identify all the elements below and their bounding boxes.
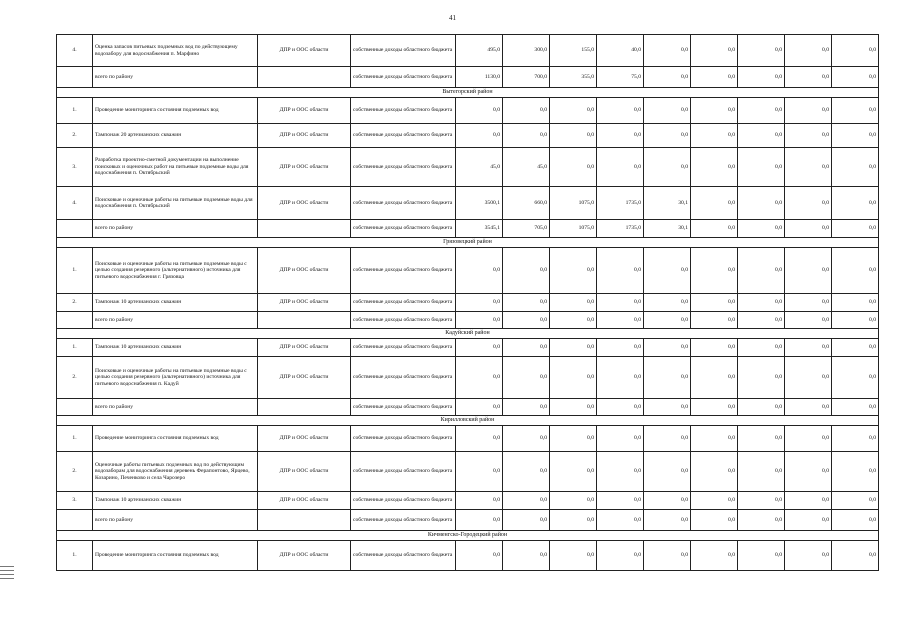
activity-name: Поисковые и оценочные работы на питьевые подземные воды с целью создания резервного (альтернативного) источника для питьевого водоснабжения п. Кадуй [93,357,258,399]
value-cell: 1735,0 [597,220,644,238]
funding-source: собственные доходы областного бюджета [351,492,456,510]
value-cell: 0,0 [832,452,879,492]
responsible-party: ДПР и ООС области [258,339,351,357]
value-cell: 0,0 [832,220,879,238]
table-row [57,426,879,452]
value-cell: 0,0 [785,248,832,294]
value-cell: 300,0 [503,35,550,67]
funding-source: собственные доходы областного бюджета [351,98,456,124]
responsible-party [258,510,351,531]
section-row [57,416,879,426]
responsible-party: ДПР и ООС области [258,98,351,124]
activity-name: Тампонаж 10 артезианских скважин [93,492,258,510]
row-number: 1. [57,98,93,124]
activity-name: всего по району [93,67,258,88]
value-cell: 0,0 [691,426,738,452]
value-cell: 0,0 [456,339,503,357]
value-cell: 1130,0 [456,67,503,88]
section-title: Кадуйский район [57,329,879,339]
value-cell: 0,0 [644,312,691,329]
value-cell: 0,0 [691,187,738,220]
table-row [57,492,879,510]
value-cell: 0,0 [644,426,691,452]
value-cell: 0,0 [597,426,644,452]
row-number [57,67,93,88]
funding-source: собственные доходы областного бюджета [351,312,456,329]
row-number [57,312,93,329]
value-cell: 0,0 [597,98,644,124]
value-cell: 0,0 [785,124,832,148]
value-cell: 0,0 [738,148,785,187]
value-cell: 0,0 [597,339,644,357]
responsible-party [258,67,351,88]
value-cell: 0,0 [550,248,597,294]
value-cell: 0,0 [456,124,503,148]
funding-source: собственные доходы областного бюджета [351,294,456,312]
funding-source: собственные доходы областного бюджета [351,248,456,294]
activity-name: Поисковые и оценочные работы на питьевые подземные воды с целью создания резервного (альтернативного) источника для питьевого водоснабжения г. Грязовца [93,248,258,294]
value-cell: 0,0 [456,541,503,571]
activity-name: Проведение мониторинга состояния подземных вод [93,98,258,124]
value-cell: 0,0 [550,510,597,531]
value-cell: 0,0 [832,248,879,294]
value-cell: 45,0 [503,148,550,187]
value-cell: 705,0 [503,220,550,238]
value-cell: 0,0 [597,294,644,312]
value-cell: 0,0 [691,541,738,571]
value-cell: 0,0 [785,339,832,357]
row-number: 1. [57,248,93,294]
table-row [57,357,879,399]
row-number: 2. [57,452,93,492]
value-cell: 0,0 [550,148,597,187]
section-title: Кичменгско-Городецкий район [57,531,879,541]
value-cell: 0,0 [832,312,879,329]
margin-marks [0,566,14,582]
value-cell: 0,0 [597,541,644,571]
responsible-party: ДПР и ООС области [258,357,351,399]
value-cell: 0,0 [785,35,832,67]
activity-name: Тампонаж 20 артезианских скважин [93,124,258,148]
table-row [57,35,879,67]
value-cell: 75,0 [597,67,644,88]
activity-name: Оценка запасов питьевых подземных вод по действующему водозабору для водоснабжения п. Марфино [93,35,258,67]
table-row [57,452,879,492]
value-cell: 0,0 [832,541,879,571]
value-cell: 0,0 [832,492,879,510]
value-cell: 0,0 [832,148,879,187]
funding-source: собственные доходы областного бюджета [351,35,456,67]
value-cell: 0,0 [503,357,550,399]
section-title: Вытегорский район [57,88,879,98]
budget-table [56,34,879,571]
value-cell: 0,0 [550,294,597,312]
row-number [57,220,93,238]
row-number: 3. [57,148,93,187]
activity-name: Проведение мониторинга состояния подземных вод [93,426,258,452]
responsible-party: ДПР и ООС области [258,541,351,571]
value-cell: 0,0 [456,98,503,124]
value-cell: 0,0 [644,98,691,124]
value-cell: 0,0 [644,452,691,492]
row-number [57,399,93,416]
value-cell: 0,0 [456,294,503,312]
value-cell: 0,0 [738,248,785,294]
responsible-party: ДПР и ООС области [258,148,351,187]
value-cell: 0,0 [456,510,503,531]
value-cell: 0,0 [503,452,550,492]
page-number: 41 [449,14,456,22]
section-row [57,88,879,98]
value-cell: 0,0 [597,148,644,187]
value-cell: 0,0 [738,98,785,124]
funding-source: собственные доходы областного бюджета [351,510,456,531]
value-cell: 0,0 [503,98,550,124]
value-cell: 0,0 [597,492,644,510]
value-cell: 0,0 [550,124,597,148]
value-cell: 30,1 [644,187,691,220]
section-row [57,238,879,248]
value-cell: 0,0 [832,67,879,88]
value-cell: 45,0 [456,148,503,187]
row-number: 1. [57,541,93,571]
funding-source: собственные доходы областного бюджета [351,452,456,492]
value-cell: 0,0 [550,98,597,124]
responsible-party: ДПР и ООС области [258,35,351,67]
value-cell: 0,0 [503,510,550,531]
value-cell: 0,0 [644,148,691,187]
responsible-party: ДПР и ООС области [258,426,351,452]
table-row [57,98,879,124]
value-cell: 0,0 [691,492,738,510]
table-row [57,399,879,416]
value-cell: 0,0 [691,248,738,294]
responsible-party: ДПР и ООС области [258,248,351,294]
value-cell: 0,0 [832,35,879,67]
value-cell: 0,0 [644,35,691,67]
value-cell: 0,0 [503,399,550,416]
value-cell: 0,0 [738,510,785,531]
funding-source: собственные доходы областного бюджета [351,426,456,452]
value-cell: 0,0 [503,294,550,312]
value-cell: 0,0 [550,541,597,571]
value-cell: 0,0 [503,492,550,510]
value-cell: 0,0 [550,339,597,357]
value-cell: 155,0 [550,35,597,67]
value-cell: 0,0 [644,357,691,399]
value-cell: 0,0 [832,339,879,357]
row-number: 4. [57,187,93,220]
value-cell: 0,0 [785,148,832,187]
value-cell: 0,0 [691,357,738,399]
value-cell: 1075,0 [550,187,597,220]
value-cell: 0,0 [832,187,879,220]
value-cell: 0,0 [738,357,785,399]
funding-source: собственные доходы областного бюджета [351,67,456,88]
value-cell: 0,0 [456,492,503,510]
value-cell: 0,0 [597,357,644,399]
value-cell: 0,0 [785,357,832,399]
value-cell: 0,0 [691,510,738,531]
row-number [57,510,93,531]
value-cell: 0,0 [597,312,644,329]
value-cell: 0,0 [456,357,503,399]
activity-name: Тампонаж 10 артезианских скважин [93,339,258,357]
value-cell: 0,0 [832,399,879,416]
activity-name: всего по району [93,510,258,531]
value-cell: 0,0 [691,124,738,148]
value-cell: 0,0 [550,357,597,399]
value-cell: 0,0 [832,357,879,399]
value-cell: 0,0 [785,187,832,220]
value-cell: 0,0 [738,124,785,148]
value-cell: 1075,0 [550,220,597,238]
value-cell: 0,0 [785,220,832,238]
value-cell: 0,0 [550,492,597,510]
value-cell: 0,0 [597,124,644,148]
section-title: Грязовецкий район [57,238,879,248]
section-row [57,531,879,541]
row-number: 4. [57,35,93,67]
funding-source: собственные доходы областного бюджета [351,339,456,357]
value-cell: 0,0 [691,35,738,67]
value-cell: 0,0 [738,492,785,510]
value-cell: 0,0 [785,312,832,329]
value-cell: 0,0 [550,399,597,416]
activity-name: Разработка проектно-сметной документации на выполнение поисковых и оценочных работ на питьевые подземные воды для водоснабжения п. Октябрьский [93,148,258,187]
value-cell: 0,0 [644,399,691,416]
value-cell: 0,0 [644,510,691,531]
responsible-party [258,399,351,416]
value-cell: 0,0 [644,67,691,88]
value-cell: 0,0 [550,452,597,492]
table-row [57,220,879,238]
value-cell: 0,0 [644,294,691,312]
value-cell: 0,0 [550,426,597,452]
value-cell: 0,0 [738,339,785,357]
value-cell: 0,0 [456,426,503,452]
value-cell: 0,0 [503,124,550,148]
activity-name: всего по району [93,312,258,329]
funding-source: собственные доходы областного бюджета [351,399,456,416]
row-number: 2. [57,357,93,399]
value-cell: 0,0 [738,220,785,238]
value-cell: 0,0 [832,426,879,452]
value-cell: 0,0 [597,248,644,294]
value-cell: 0,0 [785,399,832,416]
value-cell: 355,0 [550,67,597,88]
value-cell: 0,0 [503,339,550,357]
value-cell: 700,0 [503,67,550,88]
funding-source: собственные доходы областного бюджета [351,357,456,399]
responsible-party: ДПР и ООС области [258,452,351,492]
value-cell: 0,0 [785,452,832,492]
responsible-party [258,312,351,329]
row-number: 2. [57,124,93,148]
value-cell: 3545,1 [456,220,503,238]
value-cell: 1735,0 [597,187,644,220]
row-number: 1. [57,426,93,452]
value-cell: 0,0 [597,399,644,416]
table-row [57,541,879,571]
value-cell: 0,0 [456,452,503,492]
section-title: Кирилловский район [57,416,879,426]
value-cell: 0,0 [644,541,691,571]
value-cell: 0,0 [738,399,785,416]
activity-name: Оценочные работы питьевых подземных вод по действующим водозаборам для водоснабжения деревень Ферапонтово, Ярцево, Козарино, Печенково и села Чарозеро [93,452,258,492]
value-cell: 0,0 [691,220,738,238]
value-cell: 30,1 [644,220,691,238]
value-cell: 0,0 [785,426,832,452]
value-cell: 0,0 [832,294,879,312]
activity-name: всего по району [93,220,258,238]
value-cell: 660,0 [503,187,550,220]
value-cell: 0,0 [597,510,644,531]
value-cell: 0,0 [832,124,879,148]
activity-name: Тампонаж 10 артезианских скважин [93,294,258,312]
table-row [57,248,879,294]
table-row [57,148,879,187]
value-cell: 0,0 [456,248,503,294]
value-cell: 0,0 [738,187,785,220]
section-row [57,329,879,339]
value-cell: 0,0 [785,492,832,510]
value-cell: 495,0 [456,35,503,67]
responsible-party: ДПР и ООС области [258,492,351,510]
value-cell: 0,0 [738,35,785,67]
row-number: 3. [57,492,93,510]
value-cell: 0,0 [456,312,503,329]
value-cell: 0,0 [738,294,785,312]
value-cell: 0,0 [644,124,691,148]
activity-name: Проведение мониторинга состояния подземных вод [93,541,258,571]
value-cell: 0,0 [503,426,550,452]
value-cell: 0,0 [691,312,738,329]
value-cell: 0,0 [597,452,644,492]
value-cell: 0,0 [550,312,597,329]
value-cell: 0,0 [785,67,832,88]
funding-source: собственные доходы областного бюджета [351,124,456,148]
value-cell: 0,0 [738,452,785,492]
value-cell: 0,0 [691,67,738,88]
table-row [57,339,879,357]
value-cell: 40,0 [597,35,644,67]
row-number: 1. [57,339,93,357]
responsible-party: ДПР и ООС области [258,294,351,312]
value-cell: 0,0 [785,98,832,124]
value-cell: 0,0 [785,510,832,531]
value-cell: 0,0 [644,339,691,357]
value-cell: 0,0 [832,98,879,124]
responsible-party [258,220,351,238]
value-cell: 0,0 [691,98,738,124]
value-cell: 0,0 [785,294,832,312]
responsible-party: ДПР и ООС области [258,124,351,148]
responsible-party: ДПР и ООС области [258,187,351,220]
value-cell: 0,0 [691,399,738,416]
value-cell: 3500,1 [456,187,503,220]
value-cell: 0,0 [456,399,503,416]
table-row [57,67,879,88]
value-cell: 0,0 [503,541,550,571]
value-cell: 0,0 [644,492,691,510]
value-cell: 0,0 [503,312,550,329]
value-cell: 0,0 [691,148,738,187]
value-cell: 0,0 [503,248,550,294]
table-row [57,294,879,312]
funding-source: собственные доходы областного бюджета [351,541,456,571]
value-cell: 0,0 [691,294,738,312]
value-cell: 0,0 [738,312,785,329]
table-body [57,35,879,571]
activity-name: Поисковые и оценочные работы на питьевые подземные воды для водоснабжения п. Октябрьский [93,187,258,220]
activity-name: всего по району [93,399,258,416]
value-cell: 0,0 [738,541,785,571]
value-cell: 0,0 [691,339,738,357]
value-cell: 0,0 [832,510,879,531]
funding-source: собственные доходы областного бюджета [351,148,456,187]
funding-source: собственные доходы областного бюджета [351,220,456,238]
row-number: 2. [57,294,93,312]
value-cell: 0,0 [644,248,691,294]
funding-source: собственные доходы областного бюджета [351,187,456,220]
value-cell: 0,0 [738,426,785,452]
value-cell: 0,0 [738,67,785,88]
value-cell: 0,0 [785,541,832,571]
value-cell: 0,0 [691,452,738,492]
table-row [57,312,879,329]
table-row [57,510,879,531]
table-row [57,187,879,220]
table-row [57,124,879,148]
